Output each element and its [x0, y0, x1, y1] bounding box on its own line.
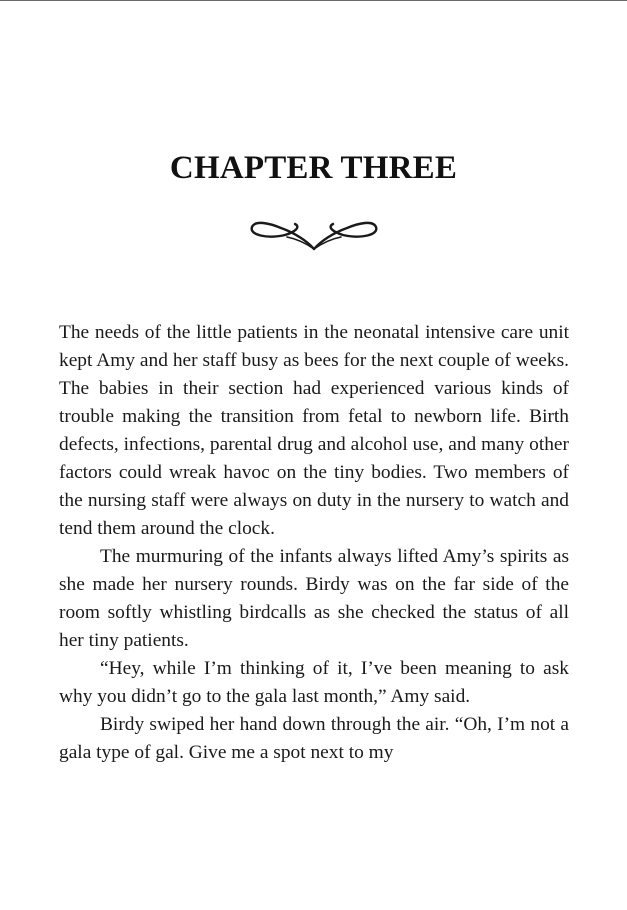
page-top-rule: [0, 0, 627, 1]
chapter-title: CHAPTER THREE: [169, 150, 458, 186]
paragraph: The murmuring of the infants always lifted Amy’s spirits as she made her nursery rounds. Birdy was on the far side of the room softly whistling birdcalls as she checked the status of all her tiny patients.: [59, 546, 569, 651]
paragraph: The needs of the little patients in the neonatal intensive care unit kept Amy and her staff busy as bees for the next couple of weeks. The babies in their section had experienced various kinds of trouble making the transition from fetal to newborn life. Birth defects, infections, parental drug and alcohol use, and many other factors could wreak havoc on the tiny bodies. Two members of the nursing staff were always on duty in the nursery to watch and tend them around the clock.: [59, 322, 569, 539]
chapter-body: [59, 319, 569, 767]
paragraph: “Hey, while I’m thinking of it, I’ve been meaning to ask why you didn’t go to the gala last month,” Amy said.: [59, 658, 569, 707]
flourish-ornament-icon: [247, 211, 381, 255]
paragraph: Birdy swiped her hand down through the air. “Oh, I’m not a gala type of gal. Give me a spot next to my: [59, 714, 569, 763]
